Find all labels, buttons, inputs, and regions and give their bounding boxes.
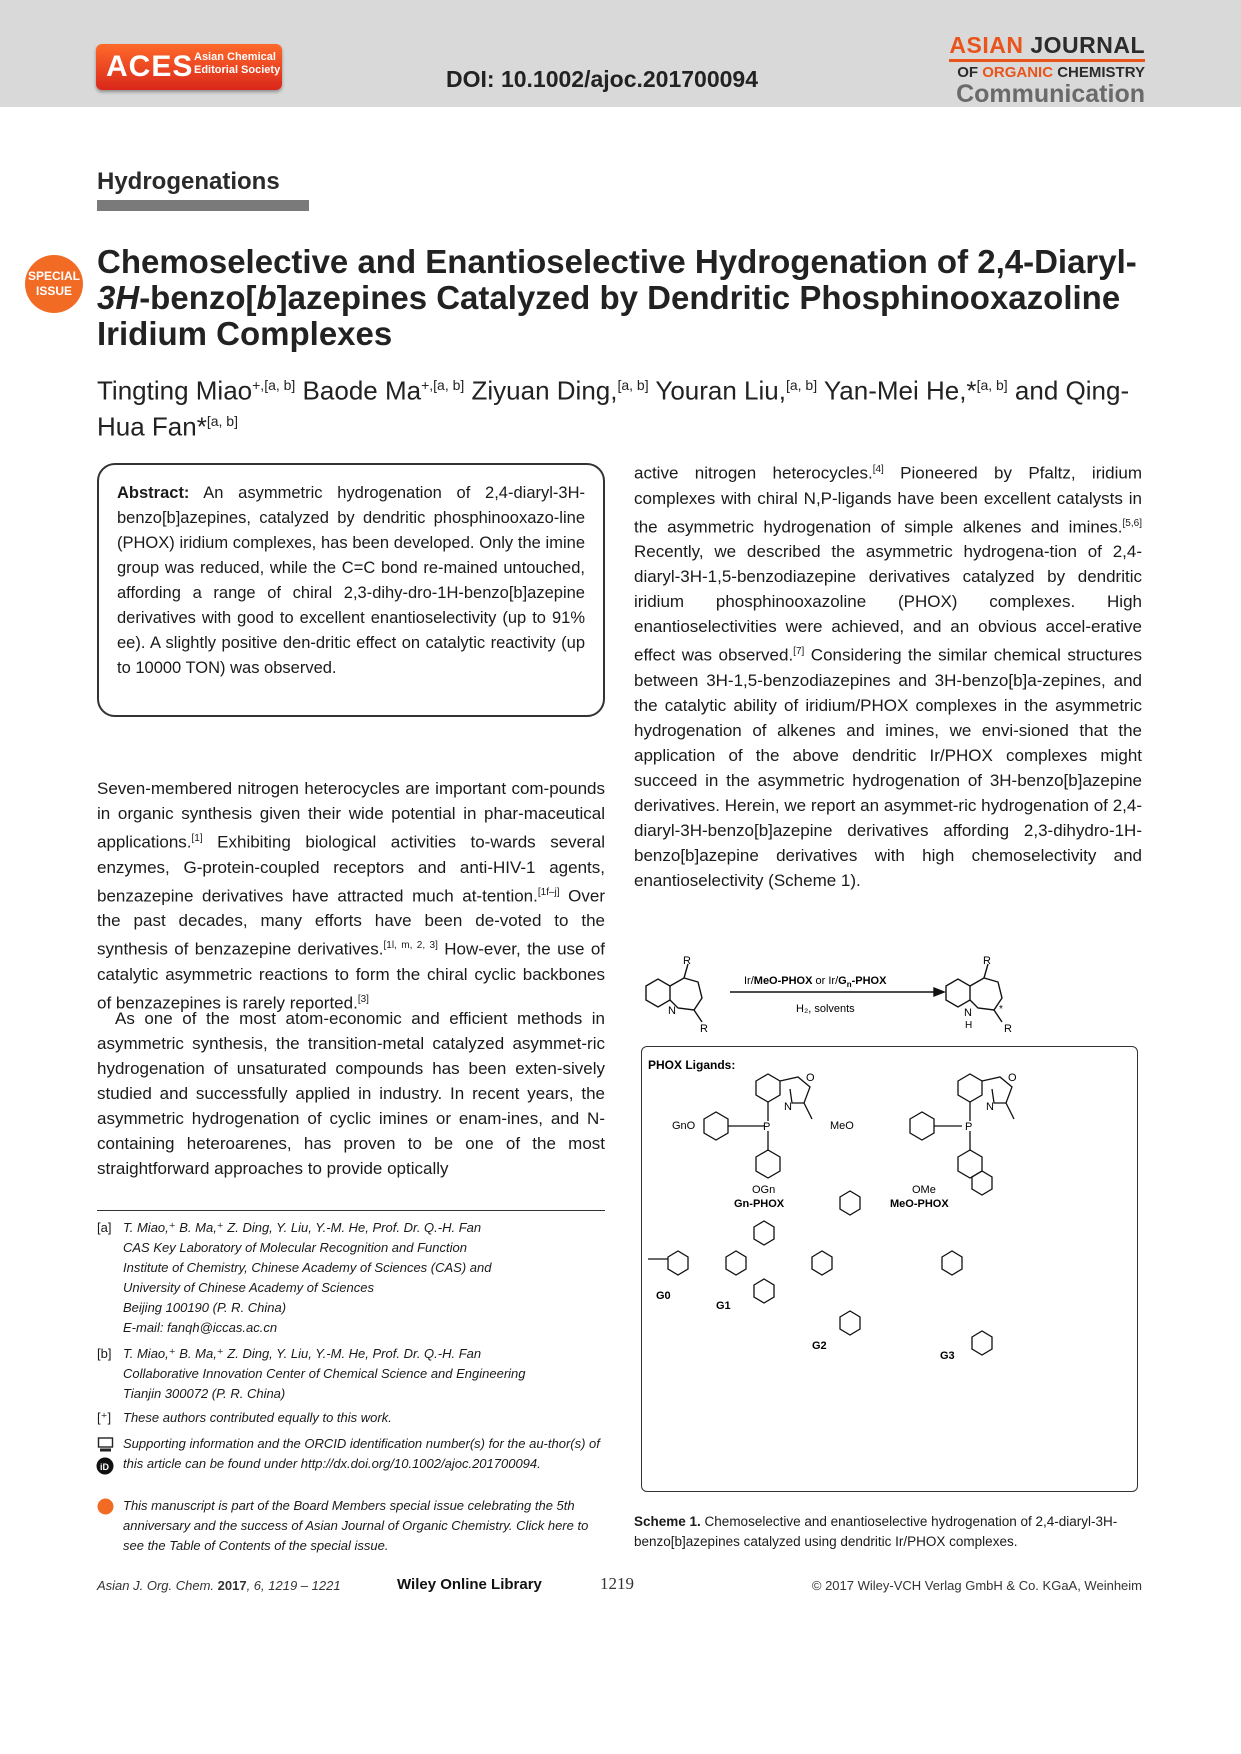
- g2-core-ring: [812, 1251, 832, 1275]
- footnote-a: [97, 1218, 605, 1338]
- journal-line-1: [949, 33, 1145, 57]
- author-6-affil: [a, b]: [206, 412, 238, 429]
- footnote-supporting-info: [97, 1434, 605, 1474]
- left-p1d: How-ever, the use of catalytic asymmetric reactions to form the chiral cyclic backbones of benzazepines is rarely reported.: [97, 939, 606, 1013]
- gn-phox-gno: GnO: [672, 1120, 696, 1132]
- left-p1c: Over the past decades, many efforts have been de-voted to the synthesis of benzazepine derivatives.: [97, 886, 606, 959]
- meo-phox-o-atom: O: [1008, 1072, 1017, 1084]
- arrow-top-f: -PHOX: [851, 975, 887, 987]
- ref-link-1[interactable]: [1]: [191, 833, 203, 844]
- g1-branch-ring-2: [754, 1279, 774, 1303]
- scheme-ligand-panel: [641, 1046, 1138, 1492]
- author-4-affil: [a, b]: [785, 377, 818, 393]
- reactant-benzene-ring: [646, 979, 670, 1007]
- g1-label: G1: [716, 1300, 731, 1312]
- special-badge-line-1: SPECIAL: [27, 269, 80, 283]
- footer-citation: [97, 1578, 341, 1593]
- g3-branch-ring-2: [972, 1331, 992, 1355]
- meo-phox-label: MeO-PHOX: [890, 1198, 949, 1210]
- arrow-top-d: G: [838, 975, 847, 987]
- g3-branch-ring-1: [972, 1171, 992, 1195]
- meo-phox-aryl-top: [958, 1074, 982, 1102]
- product-r-bottom: R: [1004, 1023, 1012, 1035]
- author-3: Ziyuan Ding,: [464, 375, 618, 406]
- aces-sub-line-2: Editorial Society: [194, 64, 281, 76]
- gn-phox-n-atom: N: [784, 1101, 792, 1113]
- right-p1b: Pioneered by Pfaltz, iridium complexes with chiral N,P-ligands have been excellent catalysts in the asymmetric hydrogenation of simple alkenes and imines.: [634, 463, 1142, 537]
- reactant-r-top: R: [683, 955, 691, 967]
- left-p1a: Seven-membered nitrogen heterocycles are important com-pounds in organic synthesis given their wide potential in phar-maceutical applications.: [97, 779, 605, 852]
- orcid-icon-text: iD: [100, 1462, 109, 1472]
- meo-phox-ome: OMe: [912, 1184, 936, 1196]
- title-part-1: Chemoselective and Enantioselective Hydrogenation of 2,4-Diaryl-: [97, 243, 1137, 280]
- meo-phox-isopropyl-bond: [1006, 1103, 1014, 1119]
- special-issue-icon: [97, 1498, 114, 1515]
- title-part-2c: ]azepines Catalyzed by Dendritic Phosphinooxazoline: [276, 279, 1121, 316]
- journal-masthead: [949, 33, 1145, 107]
- author-2: Baode Ma: [295, 375, 422, 406]
- phox-ligands-label: PHOX Ligands:: [648, 1058, 736, 1072]
- footer-journal-name: Asian J. Org. Chem.: [97, 1578, 218, 1593]
- left-p1b: Exhibiting biological activities to-wards several enzymes, G-protein-coupled receptors and anti-HIV-1 agents, benzazepine derivatives have attracted much at-tention.: [97, 832, 605, 906]
- author-5: Yan-Mei He,*: [817, 375, 977, 406]
- left-column-p1: [97, 776, 605, 1016]
- author-list: [97, 370, 1147, 441]
- aces-logo-subtitle: [194, 51, 280, 77]
- gn-phox-aryl-top: [756, 1074, 780, 1102]
- meo-phox-p-atom: P: [965, 1121, 973, 1133]
- arrow-top-c: or Ir/: [812, 975, 839, 987]
- abstract-box: [97, 463, 605, 717]
- scheme-reaction: [634, 948, 1142, 1044]
- footnote-si-text[interactable]: Supporting information and the ORCID identification number(s) for the au-thor(s) of this article can be found under http://dx.doi.org/10.1002/ajoc.201700094.: [123, 1436, 600, 1471]
- article-title: [97, 244, 1147, 352]
- arrow-top-b: MeO-PHOX: [753, 975, 813, 987]
- wiley-online-library-link[interactable]: Wiley Online Library: [397, 1576, 542, 1593]
- footnote-a-tag: [a]: [97, 1220, 112, 1235]
- footnote-special-text[interactable]: This manuscript is part of the Board Members special issue celebrating the 5th anniversary and the success of Asian Journal of Organic Chemistry. Click here to see the Table of Contents of the special issue.: [123, 1498, 589, 1553]
- g0-label: G0: [656, 1290, 671, 1302]
- gn-phox-aryl-bottom: [756, 1150, 780, 1178]
- g2-branch-ring-2: [840, 1311, 860, 1335]
- orcid-icon: [96, 1457, 114, 1475]
- product-r-top: R: [983, 955, 991, 967]
- section-label: Hydrogenations: [97, 168, 280, 195]
- journal-journal: JOURNAL: [1023, 32, 1145, 58]
- gn-phox-ogn: OGn: [752, 1184, 776, 1196]
- abstract-text: An asymmetric hydrogenation of 2,4-diaryl-3H-benzo[b]azepines, catalyzed by dendritic phosphinooxazo-line (PHOX) iridium complexes, has been developed. Only the imine group was reduced, while the C=C bond re-mained untouched, affording a range of chiral 2,3-dihy-dro-1H-benzo[b]azepine derivatives with good to excellent enantioselectivity (up to 91% ee). A slightly positive den-dritic effect on catalytic reactivity (up to 10000 TON) was observed.: [117, 484, 585, 677]
- footnote-a-line-2: CAS Key Laboratory of Molecular Recognition and Function: [123, 1240, 467, 1255]
- footnote-b: [97, 1344, 605, 1404]
- g0-benzyl-ring: [668, 1251, 688, 1275]
- g3-core-ring: [942, 1251, 962, 1275]
- arrow-label-bottom: H₂, solvents: [796, 1003, 855, 1015]
- arrow-top-a: Ir/: [744, 975, 754, 987]
- footnote-a-line-3: Institute of Chemistry, Chinese Academy of Sciences (CAS) and: [123, 1260, 492, 1275]
- aces-logo[interactable]: [96, 44, 282, 90]
- author-1-affil: +,[a, b]: [252, 377, 296, 393]
- gn-phox-o-atom: O: [806, 1072, 815, 1084]
- author-2-affil: +,[a, b]: [421, 377, 465, 393]
- section-bar: [97, 200, 309, 211]
- g1-branch-ring-1: [754, 1221, 774, 1245]
- author-6b: Hua Fan*: [97, 411, 207, 442]
- footnote-a-line-1: T. Miao,⁺ B. Ma,⁺ Z. Ding, Y. Liu, Y.-M. He, Prof. Dr. Q.-H. Fan: [123, 1220, 482, 1235]
- title-italic-b: b: [256, 279, 277, 316]
- footnote-a-line-5: Beijing 100190 (P. R. China): [123, 1300, 287, 1315]
- right-column-p1: [634, 457, 1142, 893]
- caption-text: Chemoselective and enantioselective hydrogenation of 2,4-diaryl-3H-benzo[b]azepines catalyzed using dendritic Ir/PHOX complexes.: [634, 1514, 1118, 1549]
- product-n: N: [964, 1007, 972, 1019]
- special-issue-badge[interactable]: [25, 255, 83, 313]
- doi-link[interactable]: DOI: 10.1002/ajoc.201700094: [446, 66, 759, 92]
- title-italic-3h: 3H: [97, 279, 140, 316]
- footnote-plus: [97, 1408, 605, 1428]
- product-stereocenter: *: [999, 1004, 1003, 1015]
- footnote-b-tag: [b]: [97, 1346, 112, 1361]
- journal-asian: ASIAN: [949, 32, 1024, 58]
- product-benzene-ring: [946, 979, 970, 1007]
- author-1: Tingting Miao: [97, 375, 253, 406]
- reaction-arrowhead: [934, 988, 944, 996]
- footer-year: 2017: [217, 1578, 247, 1593]
- left-column-p2: As one of the most atom-economic and efficient methods in asymmetric synthesis, the transition-metal catalyzed asymmet-ric hydrogenation of unsaturated compounds has been exten-sively studied and successfully applied in industry. In recent years, the asymmetric hydrogenation of cyclic imines or enam-ines, and N-containing heteroarenes, has proven to be one of the most straightforward approaches to provide optically: [97, 1009, 605, 1178]
- reactant-n: N: [668, 1005, 676, 1017]
- footnote-rule: [97, 1210, 605, 1211]
- right-p1a: active nitrogen heterocycles.: [634, 463, 873, 483]
- footnote-plus-text: These authors contributed equally to this work.: [123, 1410, 392, 1425]
- footnote-b-line-1: T. Miao,⁺ B. Ma,⁺ Z. Ding, Y. Liu, Y.-M. He, Prof. Dr. Q.-H. Fan: [123, 1346, 482, 1361]
- computer-icon: [97, 1436, 114, 1453]
- ref-link-1f-j[interactable]: [1f–j]: [537, 886, 560, 898]
- footnote-special-issue: [97, 1496, 605, 1556]
- special-badge-line-2: ISSUE: [35, 284, 72, 298]
- right-p1d: Considering the similar chemical structures between 3H-1,5-benzodiazepines and 3H-benzo[b]a-zepines, and the catalytic ability of iridium/PHOX complexes in the asymmetric hydrogenation of alkenes and imines, we envi-sioned that the application of the above dendritic Ir/PHOX complexes might succeed in the asymmetric hydrogenation of 3H-benzo[b]azepine derivatives. Herein, we report an asymmet-ric hydrogenation of 2,4-diaryl-3H-benzo[b]azepine derivatives affording 2,3-dihydro-1H-benzo[b]azepine derivatives with high chemoselectivity and enantioselectivity (Scheme 1).: [634, 645, 1142, 890]
- journal-chemistry: CHEMISTRY: [1053, 64, 1145, 81]
- title-part-2a: -benzo[: [139, 279, 257, 316]
- journal-line-2: [949, 64, 1145, 81]
- ref-link-4[interactable]: [4]: [872, 464, 884, 475]
- gn-phox-label: Gn-PHOX: [734, 1198, 785, 1210]
- caption-label: Scheme 1.: [634, 1514, 701, 1529]
- footer-volume-pages: , 6, 1219 – 1221: [246, 1578, 341, 1593]
- reactant-r-bond-bottom: [694, 1010, 702, 1022]
- g3-label: G3: [940, 1350, 955, 1362]
- footnote-b-line-2: Collaborative Innovation Center of Chemical Science and Engineering: [123, 1366, 526, 1381]
- g1-core-ring: [726, 1251, 746, 1275]
- author-3-affil: [a, b]: [617, 377, 649, 393]
- ref-link-1lm23[interactable]: [1l, m, 2, 3]: [383, 940, 438, 952]
- arrow-label-top: [744, 975, 887, 989]
- article-type: Communication: [956, 80, 1145, 108]
- meo-phox-n-atom: N: [986, 1101, 994, 1113]
- ref-link-7[interactable]: [7]: [793, 646, 805, 658]
- footnote-b-line-3: Tianjin 300072 (P. R. China): [123, 1386, 286, 1401]
- journal-rule: [949, 59, 1145, 62]
- meo-phox-meo: MeO: [830, 1120, 854, 1132]
- title-part-3: Iridium Complexes: [97, 315, 393, 352]
- footnote-a-email[interactable]: E-mail: fanqh@iccas.ac.cn: [123, 1320, 278, 1335]
- ligand-structures: [642, 1047, 1139, 1493]
- author-6: and Qing-: [1007, 375, 1130, 406]
- gn-phox-aryl-left: [704, 1112, 728, 1140]
- footer-copyright: © 2017 Wiley-VCH Verlag GmbH & Co. KGaA, Weinheim: [811, 1578, 1142, 1593]
- gn-phox-isopropyl-bond: [804, 1103, 812, 1119]
- product-h: H: [965, 1020, 973, 1031]
- footnote-a-line-4: University of Chinese Academy of Sciences: [123, 1280, 374, 1295]
- g2-label: G2: [812, 1340, 827, 1352]
- author-5-affil: [a, b]: [976, 377, 1008, 393]
- abstract-label: Abstract:: [117, 484, 190, 502]
- arrow-top-e: n: [846, 980, 852, 989]
- journal-of: OF: [957, 64, 983, 81]
- g2-branch-ring-1: [840, 1191, 860, 1215]
- ref-link-5-6[interactable]: [5,6]: [1122, 517, 1142, 529]
- journal-organic: ORGANIC: [982, 64, 1054, 81]
- aces-logo-word: ACES: [106, 50, 194, 83]
- meo-phox-aryl-left: [910, 1112, 934, 1140]
- ref-link-3[interactable]: [3]: [357, 993, 369, 1005]
- right-p1c: Recently, we described the asymmetric hydrogena-tion of 2,4-diaryl-3H-1,5-benzodiazepine derivatives catalyzed by dendritic iridium phosphinooxazoline (PHOX) complexes. High enantioselectivities were achieved, and an obvious accel-erative effect was observed.: [634, 542, 1142, 665]
- aces-sub-line-1: Asian Chemical: [194, 51, 276, 63]
- author-4: Youran Liu,: [648, 375, 786, 406]
- page-number: 1219: [600, 1574, 634, 1593]
- scheme-caption: [634, 1512, 1142, 1552]
- footnote-plus-tag: [⁺]: [97, 1410, 112, 1425]
- product-azepine-ring: [970, 978, 1002, 1010]
- gn-phox-p-atom: P: [763, 1121, 771, 1133]
- reactant-r-bottom: R: [700, 1023, 708, 1035]
